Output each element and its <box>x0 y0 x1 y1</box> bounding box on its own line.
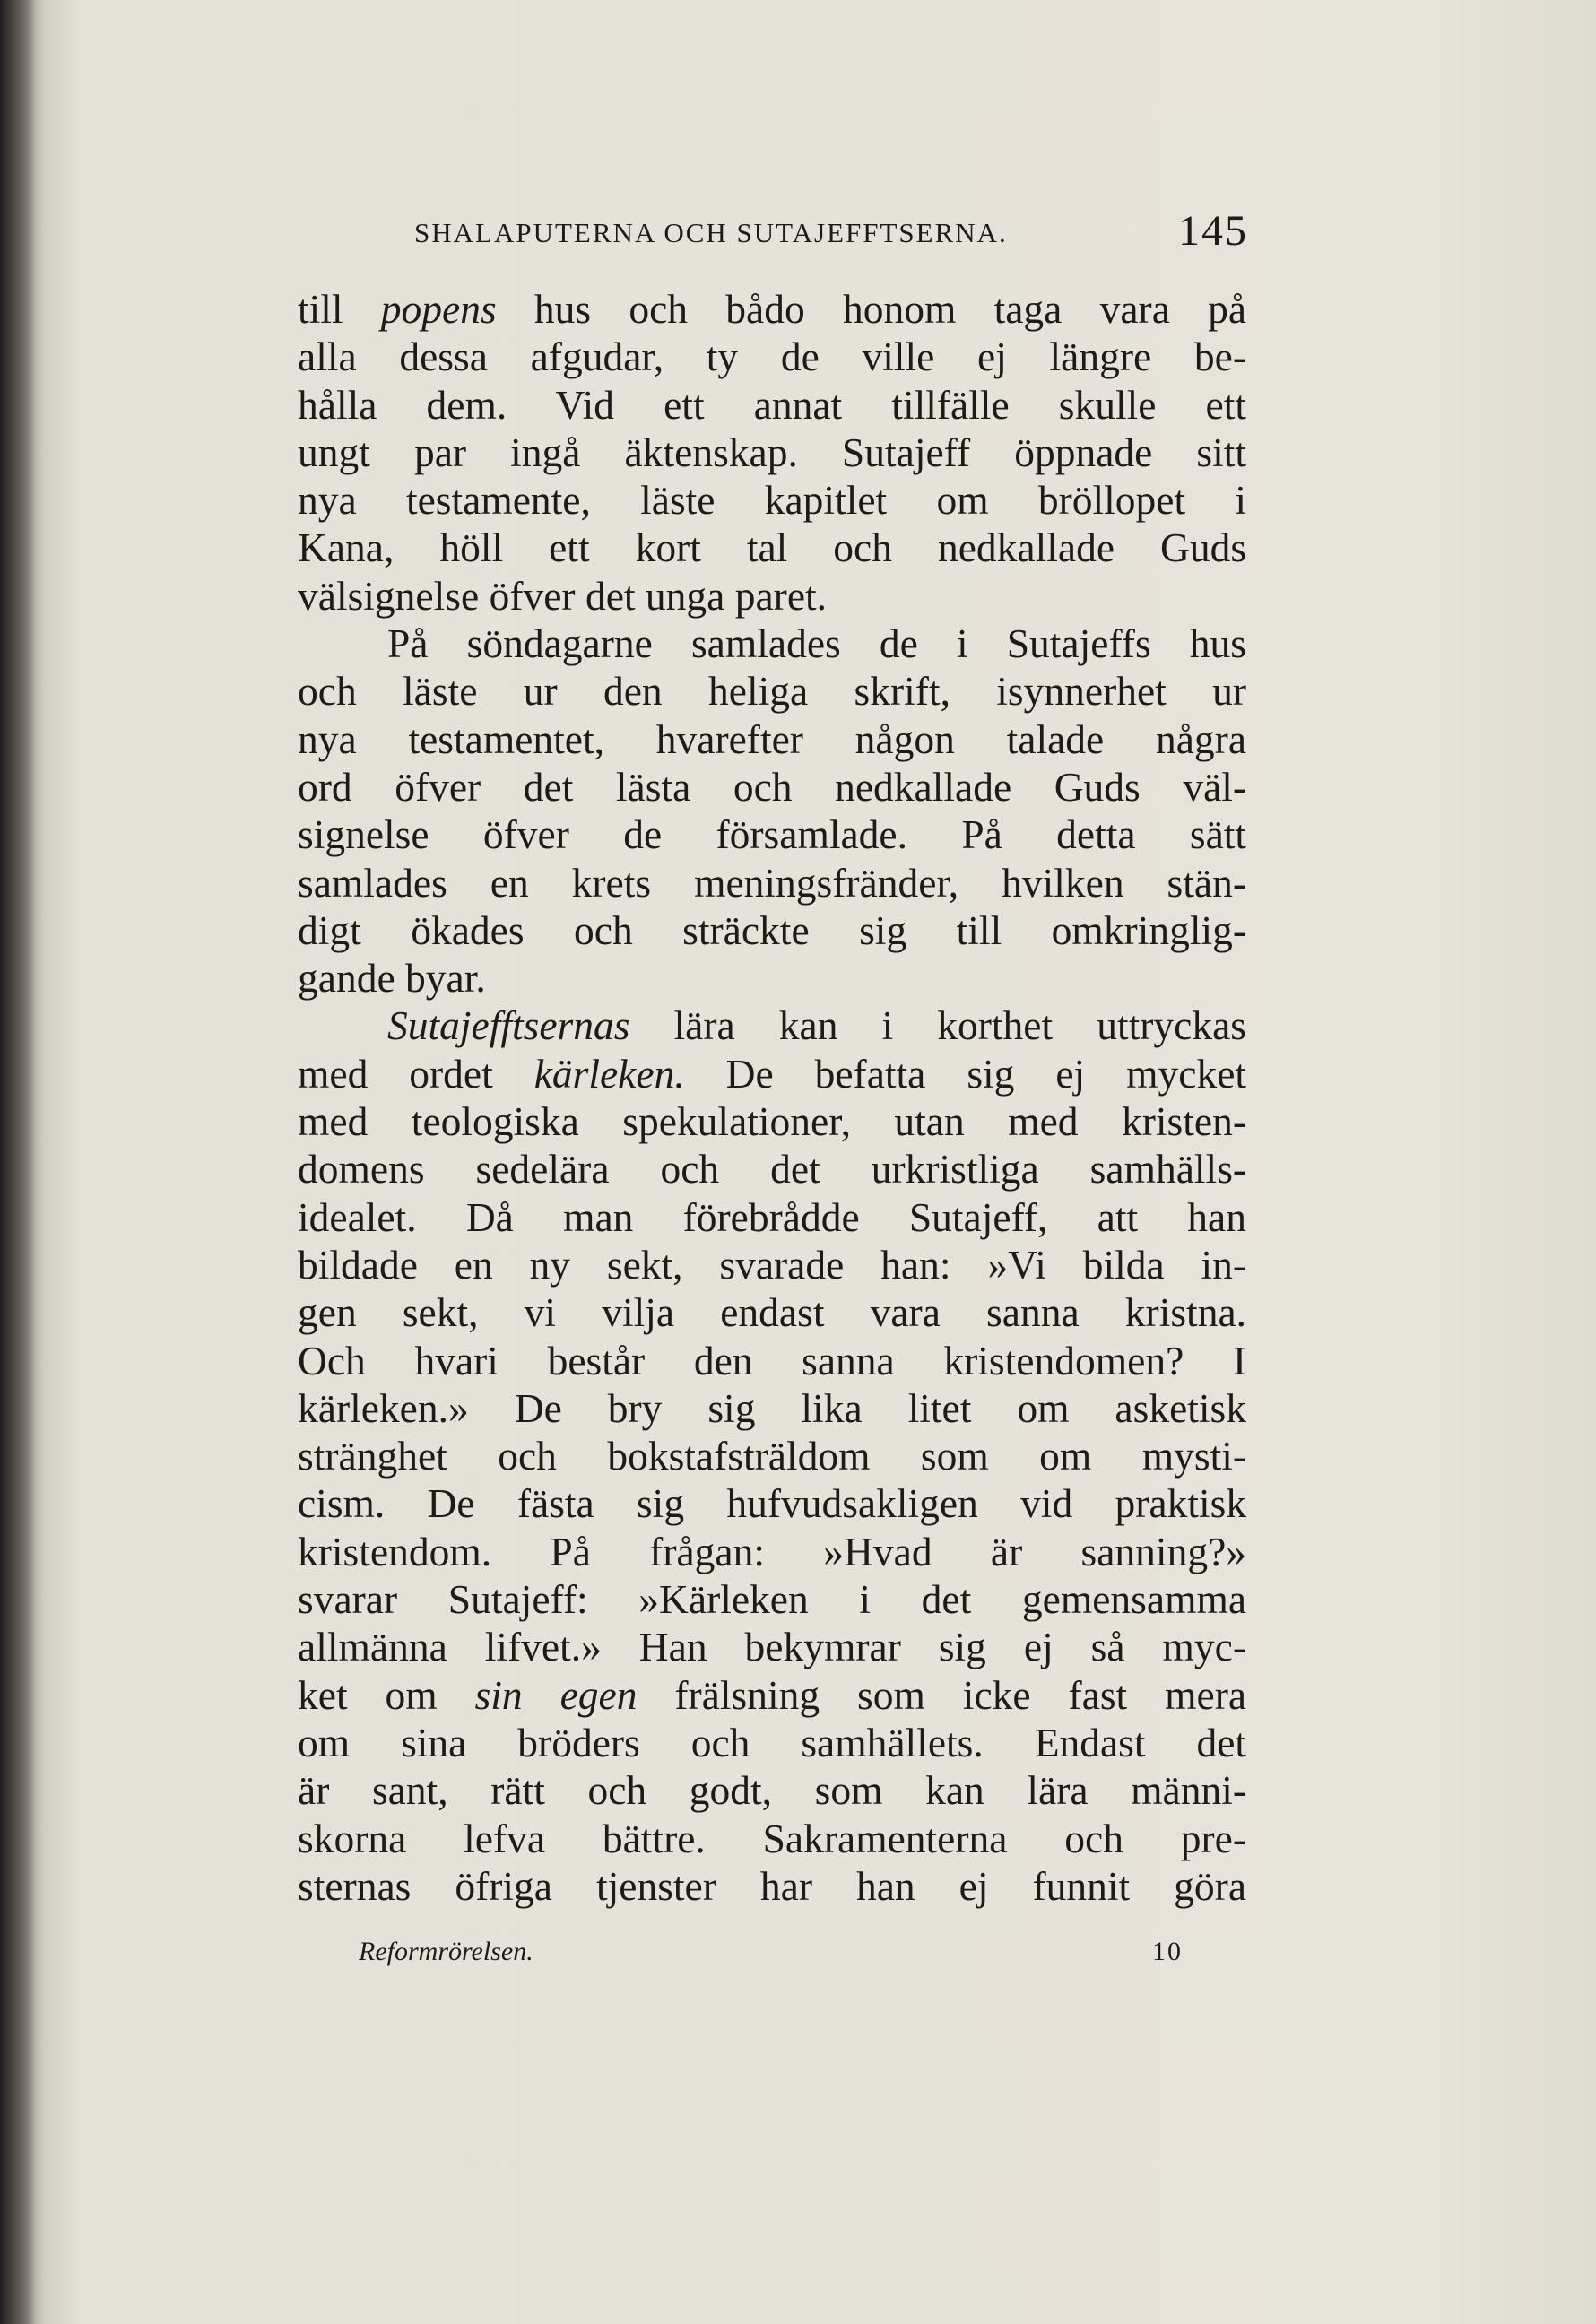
text-line: Och hvari består den sanna kristendomen? I <box>298 1337 1247 1383</box>
text-line: domens sedelära och det urkristliga samhälls- <box>298 1146 1247 1192</box>
text-line: är sant, rätt och godt, som kan lära männi- <box>298 1767 1247 1814</box>
text-line: med ordet kärleken. De befatta sig ej mycket <box>298 1050 1247 1097</box>
text-line: ungt par ingå äktenskap. Sutajeff öppnade sitt <box>298 429 1247 475</box>
signature-mark: Reformrörelsen. <box>359 1937 533 1966</box>
text-line: signelse öfver de församlade. På detta sätt <box>298 811 1247 858</box>
text-line: hålla dem. Vid ett annat tillfälle skulle ett <box>298 381 1247 428</box>
text-line: skorna lefva bättre. Sakramenterna och pre- <box>298 1815 1247 1861</box>
text-line: kärleken.» De bry sig lika litet om asketisk <box>298 1384 1247 1431</box>
page-footer <box>359 1933 1201 1987</box>
text-line: ord öfver det lästa och nedkallade Guds väl- <box>298 763 1247 810</box>
text-line: välsignelse öfver det unga paret. <box>298 572 828 619</box>
text-line: Sutajefftsernas lära kan i korthet uttryckas <box>387 1002 1247 1049</box>
text-line: och läste ur den heliga skrift, isynnerhet ur <box>298 668 1247 715</box>
text-line: cism. De fästa sig hufvudsakligen vid praktisk <box>298 1480 1247 1527</box>
text-line: Kana, höll ett kort tal och nedkallade Guds <box>298 525 1247 571</box>
text-line: till popens hus och bådo honom taga vara på <box>298 286 1247 332</box>
text-line: gande byar. <box>298 955 486 1002</box>
text-line: nya testamente, läste kapitlet om bröllopet i <box>298 477 1246 524</box>
text-line: nya testamentet, hvarefter någon talade några <box>298 715 1247 762</box>
text-line: med teologiska spekulationer, utan med kristen- <box>298 1098 1246 1145</box>
running-title: SHALAPUTERNA OCH SUTAJEFFTSERNA. <box>414 217 1008 248</box>
text-line: idealet. Då man förebrådde Sutajeff, att han <box>298 1193 1246 1240</box>
text-line: stränghet och bokstafsträldom som om mysti- <box>298 1433 1247 1479</box>
text-line: På söndagarne samlades de i Sutajeffs hus <box>387 620 1246 667</box>
signature-number: 10 <box>1152 1937 1183 1966</box>
text-line: digt ökades och sträckte sig till omkringlig- <box>298 906 1247 953</box>
body-text <box>298 285 1246 1910</box>
page-number: 145 <box>1178 207 1248 255</box>
running-header <box>414 207 1257 265</box>
text-line: kristendom. På frågan: »Hvad är sanning?» <box>298 1528 1247 1574</box>
text-line: allmänna lifvet.» Han bekymrar sig ej så myc- <box>298 1624 1246 1670</box>
text-line: alla dessa afgudar, ty de ville ej längre be- <box>298 334 1246 380</box>
binding-gutter <box>0 0 36 2324</box>
text-line: svarar Sutajeff: »Kärleken i det gemensamma <box>298 1576 1247 1623</box>
text-line: om sina bröders och samhällets. Endast det <box>298 1719 1247 1765</box>
text-line: sternas öfriga tjenster har han ej funnit göra <box>298 1862 1247 1909</box>
text-line: gen sekt, vi vilja endast vara sanna kristna. <box>298 1289 1247 1336</box>
text-line: samlades en krets meningsfränder, hvilken stän- <box>298 859 1246 906</box>
text-line: ket om sin egen frälsning som icke fast mera <box>298 1671 1247 1718</box>
text-line: bildade en ny sekt, svarade han: »Vi bilda in- <box>298 1241 1247 1288</box>
